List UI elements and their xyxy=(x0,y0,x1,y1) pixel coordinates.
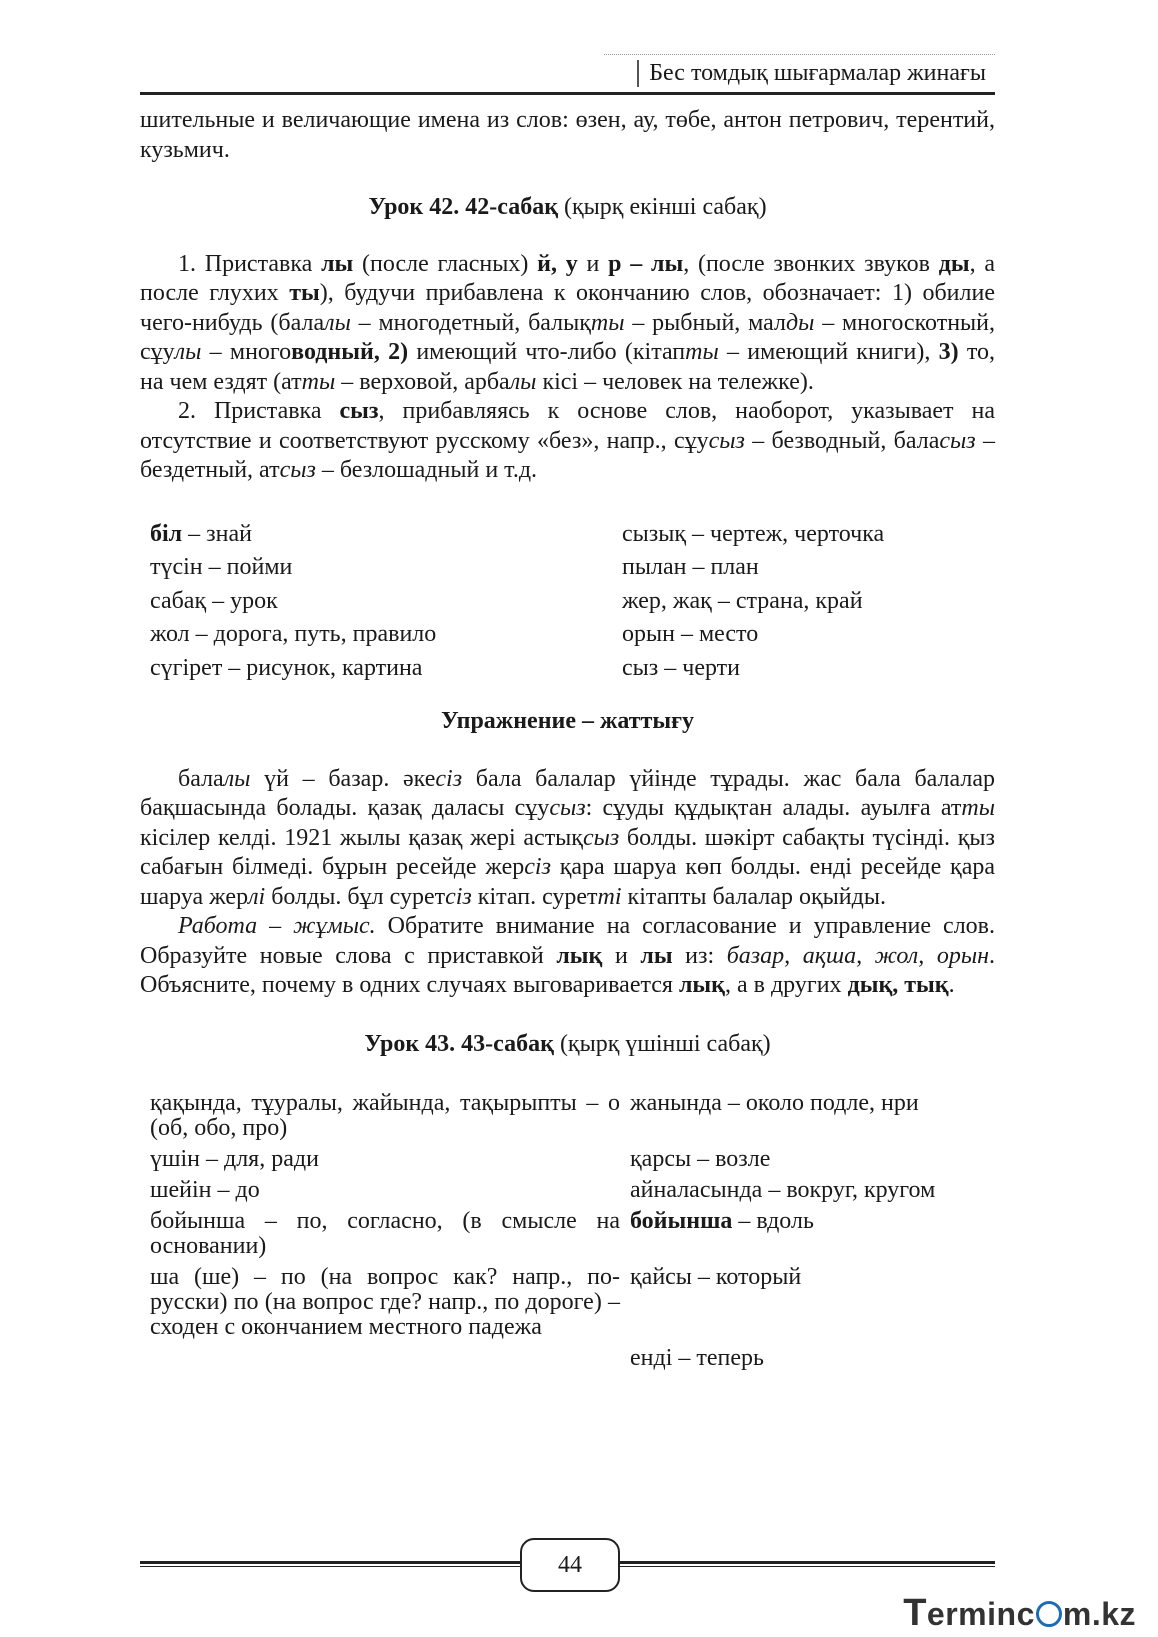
vocab-item: сызық – чертеж, черточка xyxy=(622,520,885,547)
vocab-item: үшін – для, ради xyxy=(150,1146,319,1172)
lesson-43-title: Урок 43. 43-сабақ xyxy=(364,1030,554,1057)
paragraph-4: Работа – жұмыс. Обратите внимание на согласование и управление слов. Образуйте новые слова с приставкой лық и лы из: базар, ақша, жол, орын. Объясните, почему в одних случаях выговаривается лық, а в других дық, тық. xyxy=(140,913,996,998)
vocab-item: жол – дорога, путь, правило xyxy=(150,621,437,647)
lesson-43-subtitle: (қырқ үшінші сабақ) xyxy=(553,1030,771,1057)
vocab-item: бойынша – вдоль xyxy=(630,1208,814,1234)
vocabulary-list-2 xyxy=(140,1091,995,1371)
vocab-item: орын – место xyxy=(622,621,759,647)
paragraph-2: 2. Приставка сыз, прибавляясь к основе слов, наоборот, указывает на отсутствие и соответствуют русскому «без», напр., сұусыз – безводный, баласыз – бездетный, атсыз – безлошадный и т.д. xyxy=(140,398,995,483)
watermark-circle-icon xyxy=(1036,1601,1062,1627)
site-watermark: Terminc m.kz xyxy=(903,1592,1136,1634)
vocab-item: сыз – черти xyxy=(622,654,740,681)
vocab-item: жанында – около подле, нри xyxy=(630,1090,919,1116)
vocab-item: айналасында – вокруг, кругом xyxy=(630,1177,936,1203)
header-rule xyxy=(140,92,995,95)
vocabulary-list-1 xyxy=(140,520,995,684)
vocab-item: сүгірет – рисунок, картина xyxy=(150,654,423,681)
header-dotted-line xyxy=(604,54,995,55)
page-number: 44 xyxy=(520,1538,620,1592)
vocab-item: біл – знай xyxy=(150,520,252,547)
lesson-43-heading xyxy=(140,1030,995,1060)
vocab-item: шейін – до xyxy=(150,1177,260,1203)
exercise-heading: Упражнение – жаттығу xyxy=(440,708,694,734)
lesson-42-heading xyxy=(140,193,995,223)
page-body xyxy=(140,106,995,1371)
lesson-42-title: Урок 42. 42-сабақ xyxy=(368,194,559,220)
intro-paragraph: шительные и величающие имена из слов: өзен, ау, төбе, антон петрович, терентий, кузьмич. xyxy=(140,107,995,163)
vocab-item: қайсы – который xyxy=(630,1264,802,1290)
vocab-item: қақында, тұуралы, жайында, тақырыпты – о (об, обо, про) xyxy=(150,1090,620,1141)
lesson-42-subtitle: (қырқ екінші сабақ) xyxy=(558,194,767,220)
footer-rule-right xyxy=(616,1561,995,1567)
footer-rule-left xyxy=(140,1561,520,1567)
vocab-item: түсін – пойми xyxy=(150,554,293,580)
paragraph-3: балалы үй – базар. әкесіз бала балалар үйінде тұрады. жас бала балалар бақшасында болады. қазақ даласы сұусыз: сұуды құдықтан алады. ауылға атты кісілер келді. 1921 жылы қазақ жері астықсыз болды. шәкірт сабақты түсінді. қыз сабағын білмеді. бұрын ресейде жерсіз қара шаруа көп болды. енді ресейде қара шаруа жерлі болды. бұл суретсіз кітап. суретті кітапты балалар оқыйды. xyxy=(140,765,995,910)
vocab-item: енді – теперь xyxy=(630,1345,764,1371)
vocab-item: пылан – план xyxy=(622,554,759,580)
running-header: Бес томдық шығармалар жинағы xyxy=(637,60,992,87)
vocab-item: бойынша – по, согласно, (в смысле на основании) xyxy=(150,1208,620,1259)
vocab-item: ша (ше) – по (на вопрос как? напр., по-русски) по (на вопрос где? напр., по дороге) – сходен с окончанием местного падежа xyxy=(150,1264,620,1340)
vocab-item: қарсы – возле xyxy=(630,1146,771,1172)
paragraph-1: 1. Приставка лы (после гласных) й, у и р – лы, (после звонких звуков ды, а после глухих ты), будучи прибавлена к окончанию слов, обозначает: 1) обилие чего-нибудь (балалы – многодетный, балықты – рыбный, малды – многоскотный, сұулы – многоводный, 2) имеющий что-либо (кітапты – имеющий книги), 3) то, на чем ездят (атты – верховой, арбалы кісі – человек на тележке). xyxy=(140,250,996,395)
vocab-item xyxy=(140,1346,620,1371)
vocab-item: жер, жақ – страна, край xyxy=(622,587,863,614)
vocab-item: сабақ – урок xyxy=(150,587,278,614)
